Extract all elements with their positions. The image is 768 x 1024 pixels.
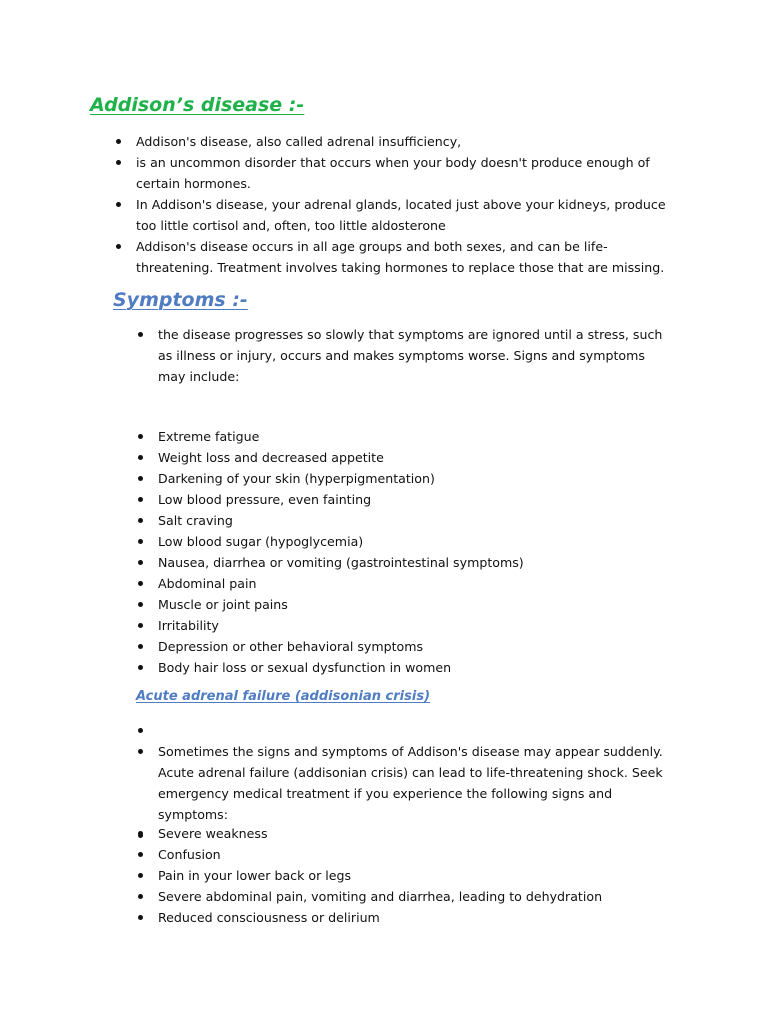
list-item: Nausea, diarrhea or vomiting (gastrointestinal symptoms) — [158, 552, 668, 573]
list-item: Darkening of your skin (hyperpigmentation) — [158, 468, 668, 489]
list-item — [158, 720, 678, 741]
list-item: the disease progresses so slowly that symptoms are ignored until a stress, such as illness or injury, occurs and makes symptoms worse. Signs and symptoms may include: — [158, 324, 668, 387]
list-item: Addison's disease occurs in all age groups and both sexes, and can be life-threatening. Treatment involves taking hormones to replace those that are missing. — [136, 236, 676, 278]
symptoms-list — [158, 426, 668, 678]
intro-list — [136, 131, 676, 278]
crisis-subheading: Acute adrenal failure (addisonian crisis) — [136, 689, 431, 704]
list-item: Muscle or joint pains — [158, 594, 668, 615]
list-item: Severe abdominal pain, vomiting and diarrhea, leading to dehydration — [158, 886, 678, 907]
list-item: Low blood sugar (hypoglycemia) — [158, 531, 668, 552]
list-item: Confusion — [158, 844, 678, 865]
symptoms-heading: Symptoms :- — [113, 289, 248, 311]
list-item: In Addison's disease, your adrenal glands, located just above your kidneys, produce too little cortisol and, often, too little aldosterone — [136, 194, 676, 236]
crisis-symptoms-list — [158, 823, 678, 928]
list-item: Low blood pressure, even fainting — [158, 489, 668, 510]
list-item: Depression or other behavioral symptoms — [158, 636, 668, 657]
main-heading: Addison’s disease :- — [90, 94, 305, 116]
list-item: Extreme fatigue — [158, 426, 668, 447]
list-item: Reduced consciousness or delirium — [158, 907, 678, 928]
progress-list — [158, 324, 668, 387]
list-item: Severe weakness — [158, 823, 678, 844]
list-item: Pain in your lower back or legs — [158, 865, 678, 886]
list-item: Salt craving — [158, 510, 668, 531]
list-item: Sometimes the signs and symptoms of Addison's disease may appear suddenly. Acute adrenal failure (addisonian crisis) can lead to life-threatening shock. Seek emergency medical treatment if you experience the following signs and symptoms: — [158, 741, 678, 825]
list-item: Abdominal pain — [158, 573, 668, 594]
list-item: Body hair loss or sexual dysfunction in women — [158, 657, 668, 678]
list-item: Addison's disease, also called adrenal insufficiency, — [136, 131, 676, 152]
list-item: Irritability — [158, 615, 668, 636]
list-item: is an uncommon disorder that occurs when your body doesn't produce enough of certain hormones. — [136, 152, 676, 194]
list-item: Weight loss and decreased appetite — [158, 447, 668, 468]
